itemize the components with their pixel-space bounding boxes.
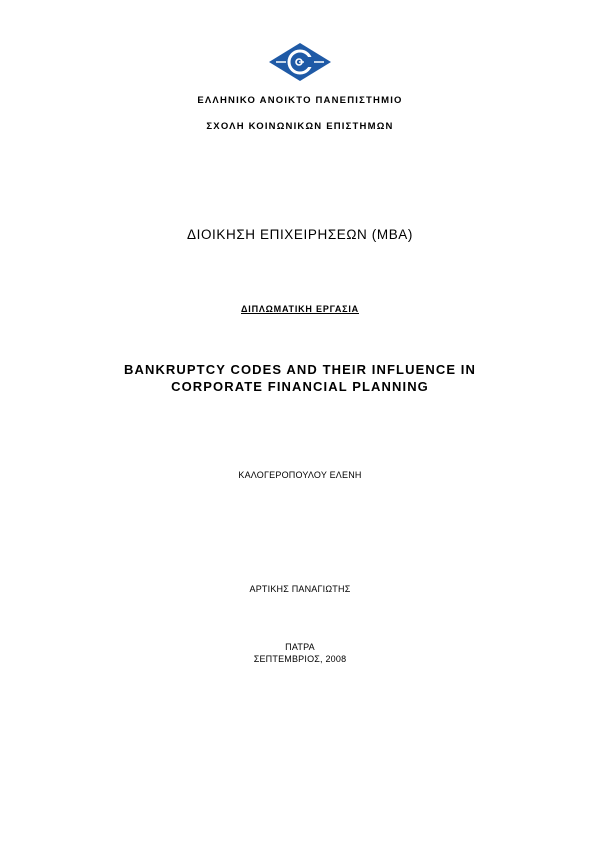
supervisor-name: ΑΡΤΙΚΗΣ ΠΑΝΑΓΙΩΤΗΣ	[249, 584, 351, 594]
thesis-title	[0, 361, 600, 395]
program-title: ΔΙΟΙΚΗΣΗ ΕΠΙΧΕΙΡΗΣΕΩΝ (MBA)	[186, 227, 414, 242]
thesis-title-line-1: BANKRUPTCY CODES AND THEIR INFLUENCE IN	[123, 362, 477, 377]
document-type-label: ΔΙΠΛΩΜΑΤΙΚΗ ΕΡΓΑΣΙΑ	[241, 304, 359, 314]
author-name: ΚΑΛΟΓΕΡΟΠΟΥΛΟΥ ΕΛΕΝΗ	[238, 470, 362, 480]
submission-date: ΣΕΠΤΕΜΒΡΙΟΣ, 2008	[253, 654, 347, 664]
school-name: ΣΧΟΛΗ ΚΟΙΝΩΝΙΚΩΝ ΕΠΙΣΤΗΜΩΝ	[206, 121, 394, 132]
document-type	[0, 304, 600, 314]
university-name: ΕΛΛΗΝΙΚΟ ΑΝΟΙΚΤΟ ΠΑΝΕΠΙΣΤΗΜΙΟ	[197, 95, 403, 106]
university-emblem-icon	[268, 42, 332, 82]
city: ΠΑΤΡΑ	[285, 642, 315, 652]
thesis-title-line-2: CORPORATE FINANCIAL PLANNING	[171, 379, 429, 394]
